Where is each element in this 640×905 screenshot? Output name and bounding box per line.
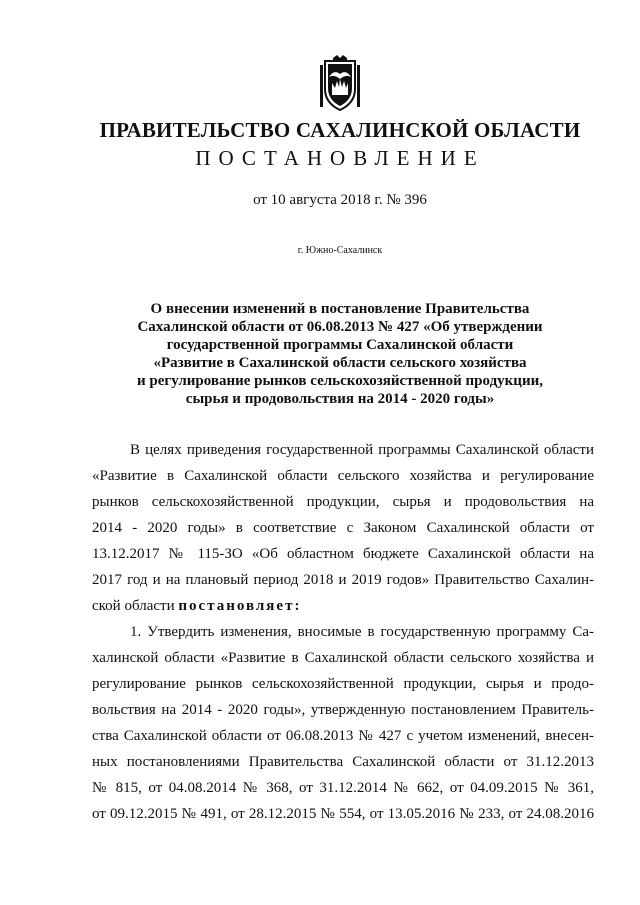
text-line: от 09.12.2015 № 491, от 28.12.2015 № 554, от 13.05.2016 № 233, от 24.08.2016 xyxy=(92,806,594,822)
text-line: ных постановлениями Правительства Сахалинской области от 31.12.2013 xyxy=(92,754,594,770)
item-1-paragraph xyxy=(92,619,594,827)
subject-line: Сахалинской области от 06.08.2013 № 427 «Об утверждении xyxy=(137,319,543,335)
text-line: 13.12.2017 № 115-ЗО «Об областном бюджете Сахалинской области на xyxy=(92,546,594,562)
subject-line: «Развитие в Сахалинской области сельского хозяйства xyxy=(153,355,527,371)
subject-line: и регулирование рынков сельскохозяйственной продукции, xyxy=(137,373,543,389)
text-line: В целях приведения государственной программы Сахалинской области xyxy=(130,442,594,458)
document-date: от 10 августа 2018 г. № 396 xyxy=(253,192,427,208)
text-line: рынков сельскохозяйственной продукции, сырья и продовольствия на xyxy=(92,494,594,510)
text-line: вольствия на 2014 - 2020 годы», утвержденную постановлением Правитель- xyxy=(92,702,594,718)
text-fragment: ской области xyxy=(92,598,179,614)
subject-line: сырья и продовольствия на 2014 - 2020 годы» xyxy=(185,391,495,407)
text-line: «Развитие в Сахалинской области сельского хозяйства и регулирование xyxy=(92,468,594,484)
resolves-keyword: постановляет: xyxy=(178,598,302,614)
text-line: регулирование рынков сельскохозяйственной продукции, сырья и продо- xyxy=(92,676,594,692)
government-title: ПРАВИТЕЛЬСТВО САХАЛИНСКОЙ ОБЛАСТИ xyxy=(99,118,581,142)
text-line: 1. Утвердить изменения, вносимые в государственную программу Са- xyxy=(130,624,594,640)
document-city: г. Южно-Сахалинск xyxy=(297,245,383,256)
subject-line: О внесении изменений в постановление Правительства xyxy=(150,301,530,317)
text-line: 2017 год и на плановый период 2018 и 2019 годов» Правительство Сахалин- xyxy=(92,572,594,588)
text-line xyxy=(92,593,594,619)
coat-of-arms-icon xyxy=(317,55,363,113)
preamble-paragraph xyxy=(92,437,594,619)
text-line: 2014 - 2020 годы» в соответствие с Законом Сахалинской области от xyxy=(92,520,594,536)
text-line: № 815, от 04.08.2014 № 368, от 31.12.2014 № 662, от 04.09.2015 № 361, xyxy=(92,780,594,796)
text-line: халинской области «Развитие в Сахалинской области сельского хозяйства и xyxy=(92,650,594,666)
text-line: ства Сахалинской области от 06.08.2013 № 427 с учетом изменений, внесен- xyxy=(92,728,594,744)
subject-line: государственной программы Сахалинской области xyxy=(166,337,514,353)
document-type: ПОСТАНОВЛЕНИЕ xyxy=(195,146,485,170)
document-subject xyxy=(90,300,590,408)
